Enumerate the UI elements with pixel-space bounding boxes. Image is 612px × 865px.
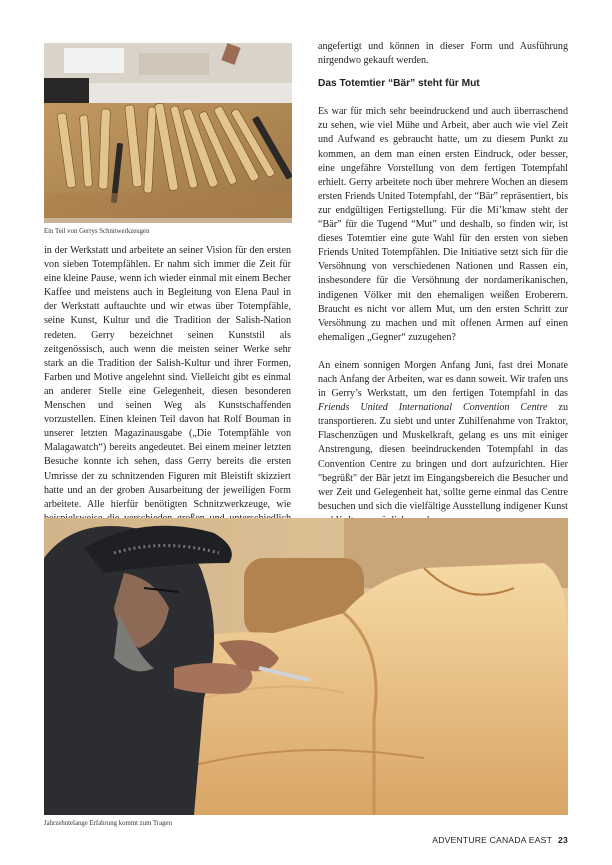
carving-tools-photo (44, 43, 292, 223)
bottom-photo-caption: Jahrzehntelange Erfahrung kommt zum Tragen (44, 820, 172, 827)
left-paragraph: in der Werkstatt und arbeitete an seiner Vision für den ersten von sieben Totempfählen. Er nahm sich immer die Zeit für eine kleine Pause, wenn ich wieder einmal mit einem Becher Kaffee und meistens auch in Begleitung von Elena Paul in der Werkstatt auftauchte und wir etwas über Totempfähle, seine Kunst, Kultur und die Tradition der Salish-Nation redeten. Gerry bezeichnet seinen Kunststil als zeitgenössisch, auch wenn die meisten seiner Werke sehr stark an die Tradition der Salish-Kultur und ihrer Formen, Farben und Motive angelehnt sind. Vielleicht gibt es einmal an anderer Stelle eine Gelegenheit, diesen besonderen Menschen und seinen Weg als Kunstschaffenden vorzustellen. Einen kleinen Teil davon hat Rolf Bouman in unserer letzten Magazinausgabe („Die Totempfähle von Malagawatch“) bereits angedeutet. Bei einem meiner letzten Besuche konnte ich sehen, dass Gerry bereits die ersten Umrisse der zu schnitzenden Figuren mit Bleistift skizziert hatte und an der groben Ausarbeitung der jeweiligen Form arbeitete. Alle hierfür benötigten Schnitzwerkzeuge, wie (44, 245, 291, 510)
top-photo-caption: Ein Teil von Gerrys Schnitwerkzeugen (44, 228, 150, 235)
bear-paragraph: Es war für mich sehr beeindruckend und auch überraschend zu sehen, wie viel Mühe und Arbeit, aber auch wie viel Zeit und Aufwand es gebraucht hatte, um zu diesem Punkt zu kommen, an dem man einen ersten Eindruck, oder besser, eine ungefähre Vorstellung von dem fertigen Totempfahl erhielt. Gerry arbeitete noch über mehrere Wochen an diesem ersten Friends United Totempfahl, der “Bär” repräsentiert, bis zur endgültigen Fertigstellung. Für die Mi’kmaw steht der “Bär” für die Tugend “Mut” und deshalb, so finden wir, ist dieses Totemtier eine gute Wahl für den ersten von sieben Friends United Totempfählen. Die Initiative setzt sich für die Versöhnung von verschiedenen Nationen und Rassen ein, insbesondere für die Versöhnung der nordamerikanischen, indigenen Völker mit den ehemaligen weißen Eroberern. Braucht es nicht vor allem Mut, um den ersten Schritt zur Versöhnung zu machen und mit offenen Armen auf einen ehemaligen „Gegner“ zuzugehen? (318, 106, 568, 343)
june-text-a: An einem sonnigen Morgen Anfang Juni, fast drei Monate nach Anfang der Arbeiten, war es dann soweit. Wir trafen uns in Gerry’s Werkstatt, um den fertigen Totempfahl in das (318, 359, 568, 400)
june-paragraph (318, 359, 568, 528)
page-footer (432, 835, 568, 845)
magazine-name: ADVENTURE CANADA EAST (432, 835, 553, 845)
carver-at-work-photo (44, 518, 568, 815)
left-text-column (44, 244, 291, 540)
right-text-column (318, 40, 568, 528)
convention-centre-name: Friends United International Convention Centre (318, 402, 548, 414)
page-number: 23 (558, 835, 568, 845)
section-heading: Das Totemtier “Bär” steht für Mut (318, 78, 480, 90)
continuation-paragraph: angefertigt und können in dieser Form und Ausführung nirgendwo gekauft werden. (318, 41, 568, 67)
june-text-b: zu transportieren. Zu siebt und unter Zuhilfenahme von Traktor, Flaschenzügen und Muskelkraft, gelang es uns mit einiger Anstrengung, diesen beeindruckenden Totempfahl in das Convention Centre zu bringen und dort aufzurichten. Hier "begrüßt" der Bär jetzt im Eingangsbereich die Besucher und wer Zeit und Gelegenheit hat, sollte gerne einmal das Centre besuchen und sich die vielfältige Ausstellung indigener Kunst (318, 402, 568, 512)
